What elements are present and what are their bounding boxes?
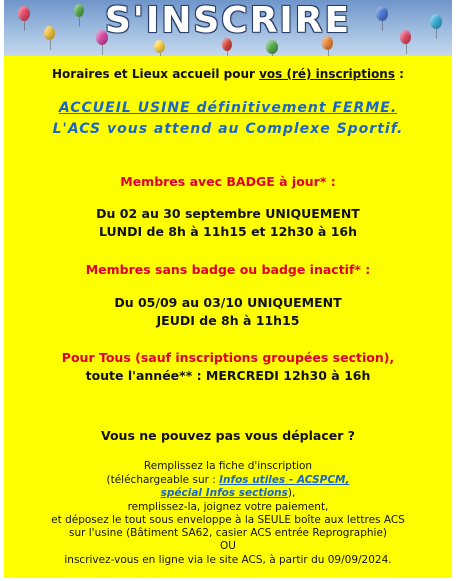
- remote-line-3-suffix: ),: [287, 487, 296, 499]
- remote-line-4: remplissez-la, joignez votre paiement,: [127, 501, 329, 513]
- remote-line-2: [4, 474, 452, 486]
- intro-suffix: :: [395, 67, 404, 81]
- banner: [4, 0, 452, 56]
- intro-line: [4, 67, 452, 81]
- remote-line-6: sur l'usine (Bâtiment SA62, casier ACS entrée Reprographie): [68, 527, 387, 539]
- everyone-heading: Pour Tous (sauf inscriptions groupées section),: [61, 350, 395, 365]
- notice-line-1: [4, 100, 452, 116]
- remote-line-1: Remplissez la fiche d'inscription: [143, 460, 313, 472]
- badge-members-dates: Du 02 au 30 septembre UNIQUEMENT: [96, 206, 360, 221]
- no-badge-dates: Du 05/09 au 03/10 UNIQUEMENT: [114, 295, 342, 310]
- remote-line-3: [4, 487, 452, 499]
- everyone-hours: toute l'année** : MERCREDI 12h30 à 16h: [85, 368, 371, 383]
- remote-line-2-prefix: (téléchargeable sur :: [106, 474, 220, 486]
- infos-sections-link[interactable]: spécial Infos sections: [160, 487, 288, 499]
- notice-closed: ACCUEIL USINE définitivement FERME.: [58, 100, 398, 116]
- infos-utiles-link[interactable]: Infos utiles - ACSPCM,: [219, 474, 350, 486]
- balloon-decoration: [266, 40, 278, 54]
- info-panel: [4, 56, 452, 578]
- intro-underlined: vos (ré) inscriptions: [259, 67, 395, 81]
- badge-members-heading: Membres avec BADGE à jour* :: [120, 174, 336, 189]
- balloon-decoration: [154, 40, 165, 53]
- remote-or: OU: [220, 540, 236, 552]
- remote-question: Vous ne pouvez pas vous déplacer ?: [100, 428, 356, 443]
- remote-line-5: et déposez le tout sous enveloppe à la SEULE boîte aux lettres ACS: [51, 514, 405, 526]
- intro-prefix: Horaires et Lieux accueil pour: [52, 67, 260, 81]
- no-badge-hours: JEUDI de 8h à 11h15: [156, 313, 300, 328]
- notice-line-2: L'ACS vous attend au Complexe Sportif.: [52, 121, 404, 137]
- no-badge-heading: Membres sans badge ou badge inactif* :: [85, 262, 371, 277]
- banner-title: S'INSCRIRE: [104, 0, 352, 41]
- remote-line-7: inscrivez-vous en ligne via le site ACS, à partir du 09/09/2024.: [64, 554, 392, 566]
- badge-members-hours: LUNDI de 8h à 11h15 et 12h30 à 16h: [99, 224, 357, 239]
